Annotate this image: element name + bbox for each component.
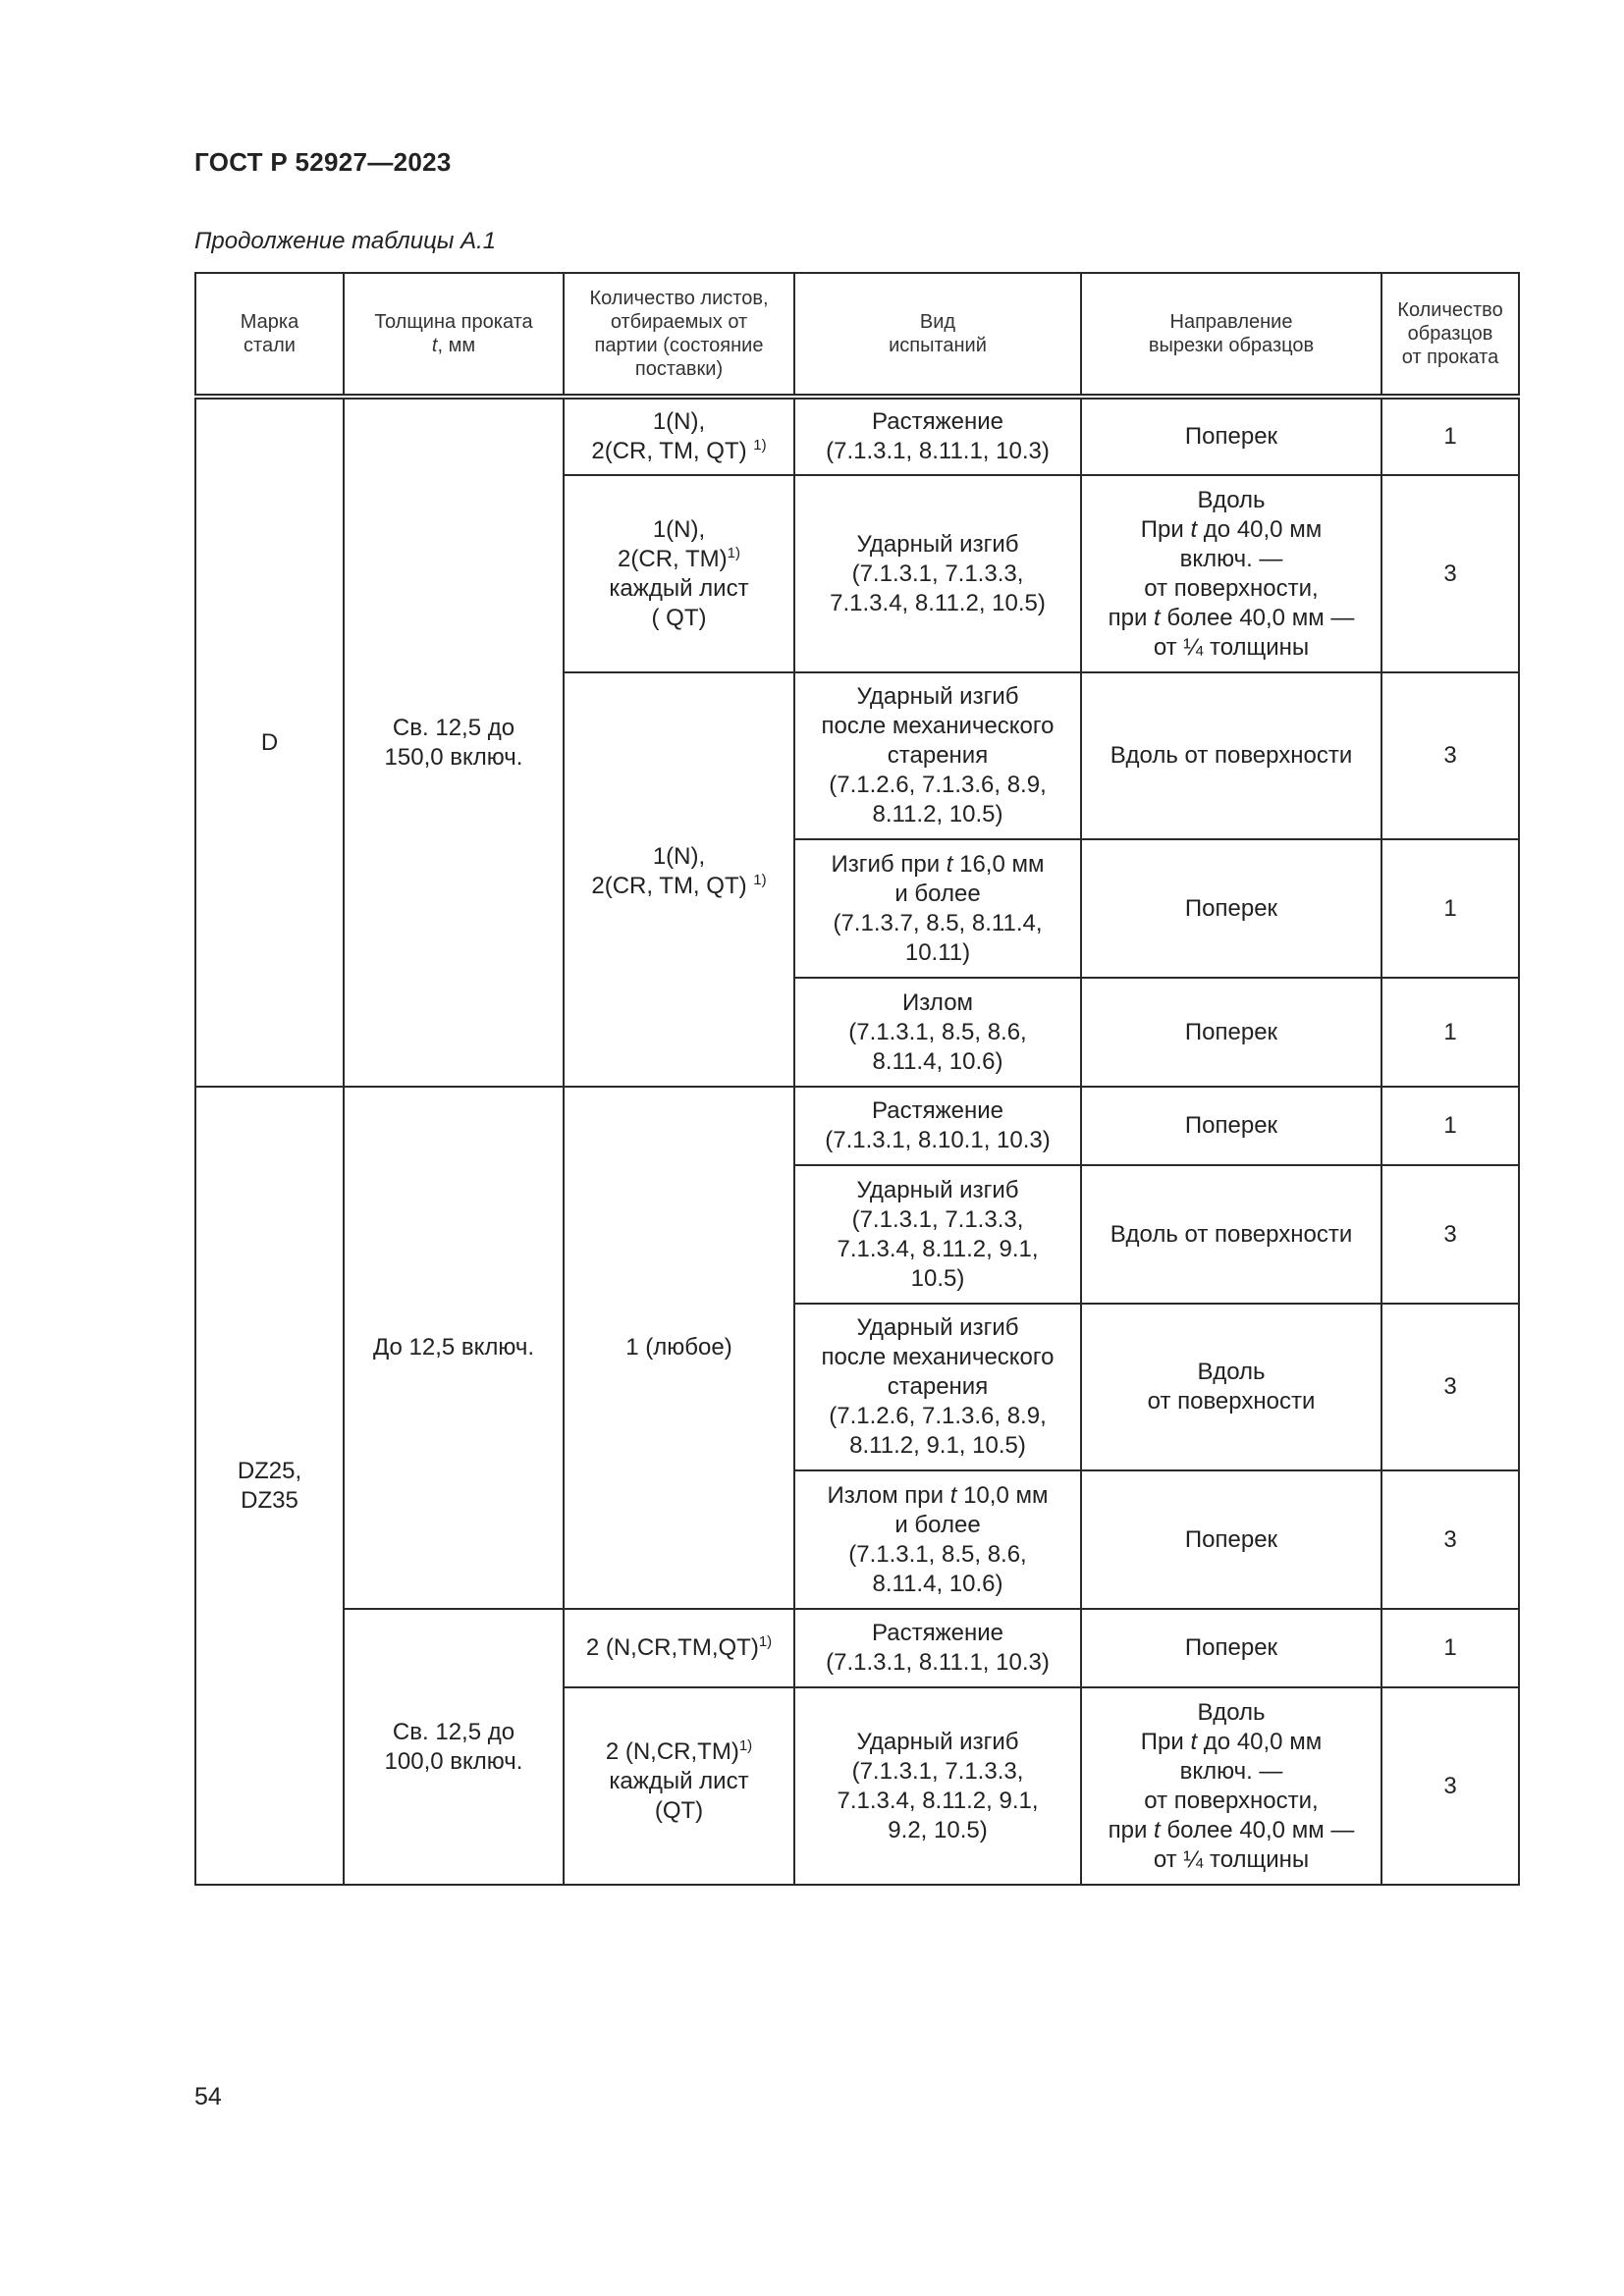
count-cell: 3 (1381, 475, 1519, 672)
direction-cell: Вдоль от поверхности (1081, 1165, 1381, 1304)
direction-cell: Поперек (1081, 1087, 1381, 1165)
table-header-row (195, 273, 1519, 397)
direction-cell: Поперек (1081, 839, 1381, 978)
sheets-cell: 1 (любое) (564, 1087, 794, 1609)
table-row (195, 1609, 1519, 1687)
count-cell: 3 (1381, 1687, 1519, 1885)
header-cut-direction: Направление вырезки образцов (1081, 273, 1381, 397)
thickness-cell: Св. 12,5 до 100,0 включ. (344, 1609, 564, 1885)
header-thickness: Толщина проката t, мм (344, 273, 564, 397)
direction-cell: Поперек (1081, 978, 1381, 1087)
test-type-cell: Ударный изгиб после механического старения (7.1.2.6, 7.1.3.6, 8.9, 8.11.2, 9.1, 10.5) (794, 1304, 1081, 1470)
header-steel-grade: Марка стали (195, 273, 344, 397)
count-cell: 1 (1381, 1609, 1519, 1687)
test-type-cell: Растяжение (7.1.3.1, 8.11.1, 10.3) (794, 1609, 1081, 1687)
thickness-cell: До 12,5 включ. (344, 1087, 564, 1609)
sheets-cell: 2 $(N,CR,TM)^{1)}$ каждый лист (QT) (564, 1687, 794, 1885)
specimen-table (194, 272, 1520, 1886)
table-container (194, 272, 1518, 1886)
test-type-cell: Растяжение (7.1.3.1, 8.11.1, 10.3) (794, 397, 1081, 475)
count-cell: 1 (1381, 978, 1519, 1087)
sheets-cell: 2 $(N,CR,TM,QT)^{1)}$ (564, 1609, 794, 1687)
steel-grade-cell: D (195, 397, 344, 1087)
sheets-cell: 1(N), 2(CR, TM)$^{1)}$ каждый лист ( QT) (564, 475, 794, 672)
count-cell: 3 (1381, 1304, 1519, 1470)
test-type-cell: Излом при t 10,0 мм и более (7.1.3.1, 8.5, 8.6, 8.11.4, 10.6) (794, 1470, 1081, 1609)
test-type-cell: Ударный изгиб после механического старения (7.1.2.6, 7.1.3.6, 8.9, 8.11.2, 10.5) (794, 672, 1081, 839)
thickness-cell: Св. 12,5 до 150,0 включ. (344, 397, 564, 1087)
document-header: ГОСТ Р 52927—2023 (194, 147, 452, 177)
test-type-cell: Ударный изгиб (7.1.3.1, 7.1.3.3, 7.1.3.4, 8.11.2, 9.1, 10.5) (794, 1165, 1081, 1304)
test-type-cell: Растяжение (7.1.3.1, 8.10.1, 10.3) (794, 1087, 1081, 1165)
test-type-cell: Ударный изгиб (7.1.3.1, 7.1.3.3, 7.1.3.4, 8.11.2, 10.5) (794, 475, 1081, 672)
direction-cell: Вдоль При t до 40,0 мм включ. — от поверхности, при t более 40,0 мм — от ¼ толщины (1081, 1687, 1381, 1885)
count-cell: 1 (1381, 839, 1519, 978)
direction-cell: Вдоль от поверхности (1081, 672, 1381, 839)
direction-cell: Вдоль от поверхности (1081, 1304, 1381, 1470)
test-type-cell: Излом (7.1.3.1, 8.5, 8.6, 8.11.4, 10.6) (794, 978, 1081, 1087)
table-row (195, 397, 1519, 475)
direction-cell: Поперек (1081, 397, 1381, 475)
test-type-cell: Изгиб при t 16,0 мм и более (7.1.3.7, 8.5, 8.11.4, 10.11) (794, 839, 1081, 978)
table-row (195, 1087, 1519, 1165)
steel-grade-cell: DZ25, DZ35 (195, 1087, 344, 1885)
count-cell: 3 (1381, 672, 1519, 839)
header-test-type: Вид испытаний (794, 273, 1081, 397)
direction-cell: Поперек (1081, 1470, 1381, 1609)
count-cell: 3 (1381, 1165, 1519, 1304)
direction-cell: Вдоль При t до 40,0 мм включ. — от поверхности, при t более 40,0 мм — от ¼ толщины (1081, 475, 1381, 672)
sheets-cell: 1(N), 2(CR, TM, QT) $^{1)}$ (564, 672, 794, 1087)
test-type-cell: Ударный изгиб (7.1.3.1, 7.1.3.3, 7.1.3.4, 8.11.2, 9.1, 9.2, 10.5) (794, 1687, 1081, 1885)
direction-cell: Поперек (1081, 1609, 1381, 1687)
header-specimen-count: Количество образцов от проката (1381, 273, 1519, 397)
table-caption: Продолжение таблицы А.1 (194, 228, 497, 254)
header-sheets-count: Количество листов, отбираемых от партии (состояние поставки) (564, 273, 794, 397)
count-cell: 1 (1381, 1087, 1519, 1165)
sheets-cell: 1(N), 2(CR, TM, QT) $^{1)}$ (564, 397, 794, 475)
count-cell: 1 (1381, 397, 1519, 475)
count-cell: 3 (1381, 1470, 1519, 1609)
page-number: 54 (194, 2083, 222, 2110)
